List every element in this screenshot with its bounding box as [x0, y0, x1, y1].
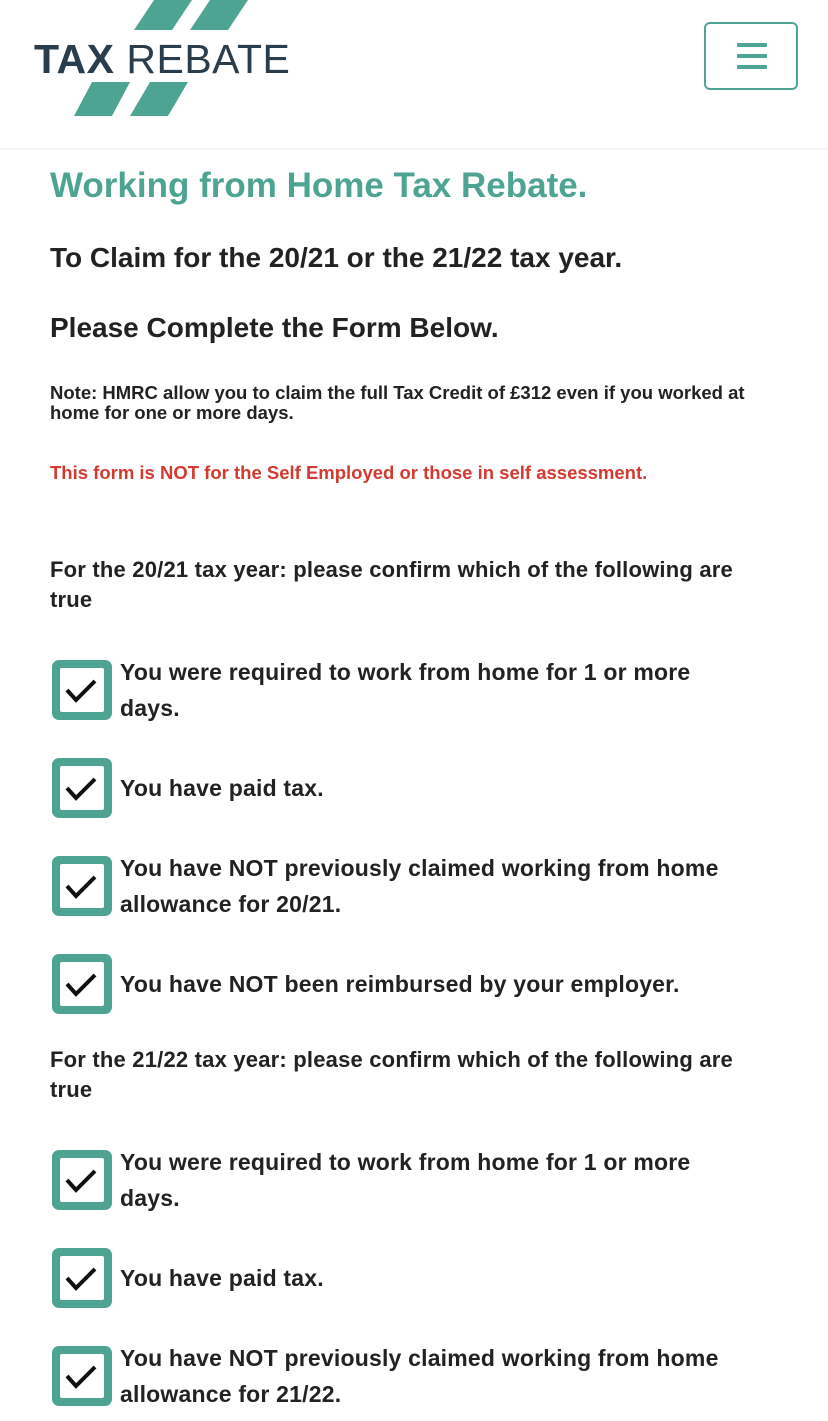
checkbox-label: You were required to work from home for 1 or more days. — [120, 1149, 691, 1211]
checkbox[interactable] — [52, 660, 112, 720]
checkmark-icon — [60, 964, 104, 1004]
checkbox[interactable] — [52, 1150, 112, 1210]
section-heading-2122: For the 21/22 tax year: please confirm which of the following are true — [50, 1047, 733, 1102]
checkmark-icon — [60, 1356, 104, 1396]
page-title: Working from Home Tax Rebate. — [50, 166, 588, 205]
checkbox-label: You were required to work from home for 1 or more days. — [120, 659, 691, 721]
tax-rebate-logo[interactable] — [34, 0, 291, 120]
checkbox[interactable] — [52, 1346, 112, 1406]
checkbox[interactable] — [52, 758, 112, 818]
checkmark-icon — [60, 768, 104, 808]
checkbox-label: You have NOT previously claimed working from home allowance for 20/21. — [120, 855, 719, 917]
checkbox-label: You have NOT been reimbursed by your employer. — [120, 971, 680, 997]
form-subtitle: Please Complete the Form Below. — [50, 312, 499, 343]
logo-tax-text: TAX — [34, 36, 115, 82]
self-employed-warning: This form is NOT for the Self Employed or those in self assessment. — [50, 462, 648, 483]
claim-subtitle: To Claim for the 20/21 or the 21/22 tax year. — [50, 242, 623, 273]
checkmark-icon — [60, 1160, 104, 1200]
checkbox-label: You have NOT previously claimed working from home allowance for 21/22. — [120, 1345, 719, 1407]
checkbox-label: You have paid tax. — [120, 775, 324, 801]
checkbox[interactable] — [52, 1248, 112, 1308]
menu-button[interactable] — [704, 22, 798, 90]
checkbox[interactable] — [52, 856, 112, 916]
checkmark-icon — [60, 1258, 104, 1298]
logo-rebate-text: REBATE — [126, 36, 291, 82]
site-header — [0, 0, 828, 150]
hmrc-note: Note: HMRC allow you to claim the full Tax Credit of £312 even if you worked at home for one or more days. — [50, 382, 745, 423]
logo-wordmark — [34, 37, 290, 81]
checkbox-label: You have paid tax. — [120, 1265, 324, 1291]
section-heading-2021: For the 20/21 tax year: please confirm which of the following are true — [50, 557, 733, 612]
checkmark-icon — [60, 670, 104, 710]
checkmark-icon — [60, 866, 104, 906]
checkbox[interactable] — [52, 954, 112, 1014]
